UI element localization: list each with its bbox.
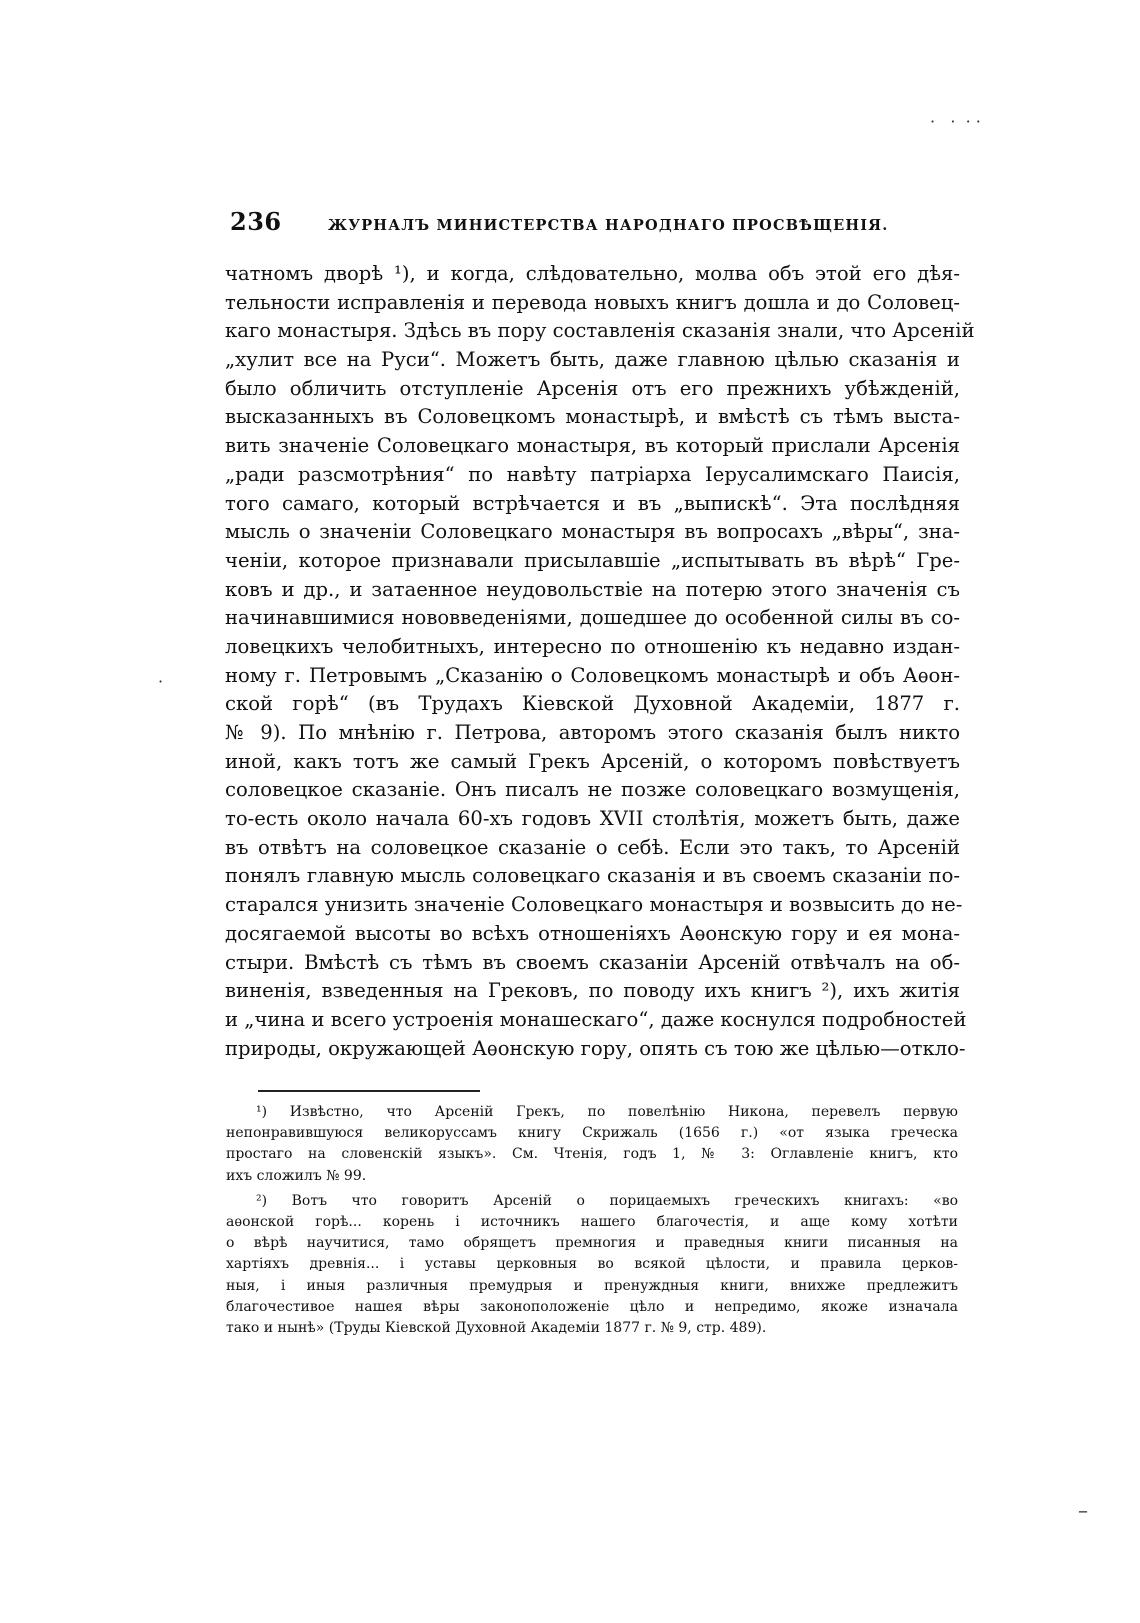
text-line: ской горѣ“ (въ Трудахъ Кіевской Духовной Академіи, 1877 г. (225, 692, 960, 716)
text-line: и „чина и всего устроенія монашескаго“, даже коснулся подробностей (225, 1007, 967, 1031)
text-line: понялъ главную мысль соловецкаго сказанія и въ своемъ сказаніи по- (225, 864, 960, 888)
text-line: ловецкихъ челобитныхъ, интересно по отношенію къ недавно издан- (225, 634, 960, 658)
footnote-line: ¹) Извѣстно, что Арсеній Грекъ, по повелѣнію Никона, перевелъ первую (256, 1104, 958, 1120)
footnote-line: непонравившуюся великоруссамъ книгу Скрижаль (1656 г.) «от языка греческа (226, 1125, 958, 1142)
footnote-line: ныя, і иныя различныя премудрыя и пренуждныя книги, внихже предлежитъ (226, 1277, 958, 1294)
footnote-line: хартіяхъ древнія... і уставы церковныя во всякой цѣлости, и правила церков- (226, 1256, 958, 1273)
text-line: начинавшимися нововведеніями, дошедшее до особенной силы въ со- (225, 606, 960, 630)
text-line: вить значеніе Соловецкаго монастыря, въ который прислали Арсенія (225, 434, 960, 458)
text-line: природы, окружающей Аѳонскую гору, опять съ тою же цѣлью—откло- (225, 1036, 966, 1060)
text-line: „хулит все на Руси“. Можетъ быть, даже главною цѣлью сказанія и (225, 348, 960, 372)
text-line: въ отвѣтъ на соловецкое сказаніе о себѣ. Если это такъ, то Арсеній (225, 835, 960, 859)
text-line: ковъ и др., и затаенное неудовольствіе на потерю этого значенія съ (225, 577, 960, 601)
text-line: досягаемой высоты во всѣхъ отношеніяхъ Аѳонскую гору и ея мона- (225, 921, 960, 945)
footnote-line: ихъ сложилъ № 99. (226, 1167, 367, 1184)
text-line: было обличить отступленіе Арсенія отъ его прежнихъ убѣжденій, (225, 376, 960, 400)
text-line: то-есть около начала 60-хъ годовъ XVII столѣтія, можетъ быть, даже (225, 807, 960, 831)
text-line: ному г. Петровымъ „Сказанію о Соловецкомъ монастырѣ и объ Аѳон- (225, 663, 960, 687)
footnote-divider (258, 1090, 480, 1092)
page-header (230, 207, 960, 235)
footnote (226, 1191, 958, 1339)
footnote-line: ²) Вотъ что говоритъ Арсеній о порицаемыхъ греческихъ книгахъ: «во (256, 1192, 958, 1209)
text-line: иной, какъ тотъ же самый Грекъ Арсеній, о которомъ повѣствуетъ (225, 749, 960, 773)
footnote-line: простаго на словенскій языкъ». См. Чтенія, годъ 1, № 3: Оглавленіе книгъ, кто (226, 1146, 958, 1163)
footnote-line: аѳонской горѣ... корень і источникъ нашего благочестія, и аще кому хотѣти (226, 1213, 958, 1230)
scan-speck-mark: – (1078, 1498, 1088, 1522)
text-line: старался унизить значеніе Соловецкаго монастыря и возвысить до не- (225, 893, 963, 917)
scan-speck-mark: · · · · (930, 112, 981, 131)
footnotes (226, 1102, 958, 1343)
main-text (225, 260, 975, 1063)
text-line: стыри. Вмѣстѣ съ тѣмъ въ своемъ сказаніи Арсеній отвѣчалъ на об- (225, 950, 960, 974)
text-line: высказанныхъ въ Соловецкомъ монастырѣ, и вмѣстѣ съ тѣмъ выста- (225, 405, 960, 429)
text-line: виненія, взведенныя на Грековъ, по поводу ихъ книгъ ²), ихъ житія (225, 979, 960, 1003)
text-line: чатномъ дворѣ ¹), и когда, слѣдовательно, молва объ этой его дѣя- (225, 262, 960, 285)
text-line: тельности исправленія и перевода новыхъ книгъ дошла и до Соловец- (225, 290, 960, 314)
text-line: „ради разсмотрѣния“ по навѣту патріарха Іерусалимскаго Паисія, (225, 462, 960, 486)
footnote (226, 1102, 958, 1187)
page-number: 236 (230, 207, 282, 236)
text-line: ченіи, которое признавали присылавшіе „испытывать въ вѣрѣ“ Гре- (225, 548, 960, 572)
text-line: того самаго, который встрѣчается и въ „выпискѣ“. Эта послѣдняя (225, 491, 960, 515)
running-title: ЖУРНАЛЪ МИНИСТЕРСТВА НАРОДНАГО ПРОСВѢЩЕНІЯ. (328, 217, 889, 234)
text-line: соловецкое сказаніе. Онъ писалъ не позже соловецкаго возмущенія, (225, 778, 960, 802)
footnote-line: тако и нынѣ» (Труды Кіевской Духовной Академіи 1877 г. № 9, стр. 489). (226, 1319, 767, 1336)
footnote-line: о вѣрѣ научитися, тамо обрящетъ премногия и праведныя книги писанныя на (226, 1235, 958, 1252)
footnote-line: благочестивое нашея вѣры законоположеніе цѣло и непредимо, якоже изначала (226, 1298, 958, 1315)
text-line: каго монастыря. Здѣсь въ пору составленія сказанія знали, что Арсеній (225, 319, 975, 343)
text-line: мысль о значеніи Соловецкаго монастыря въ вопросахъ „вѣры“, зна- (225, 520, 960, 544)
text-line: № 9). По мнѣнію г. Петрова, авторомъ этого сказанія былъ никто (225, 721, 960, 744)
scan-speck-mark: · (158, 672, 164, 691)
